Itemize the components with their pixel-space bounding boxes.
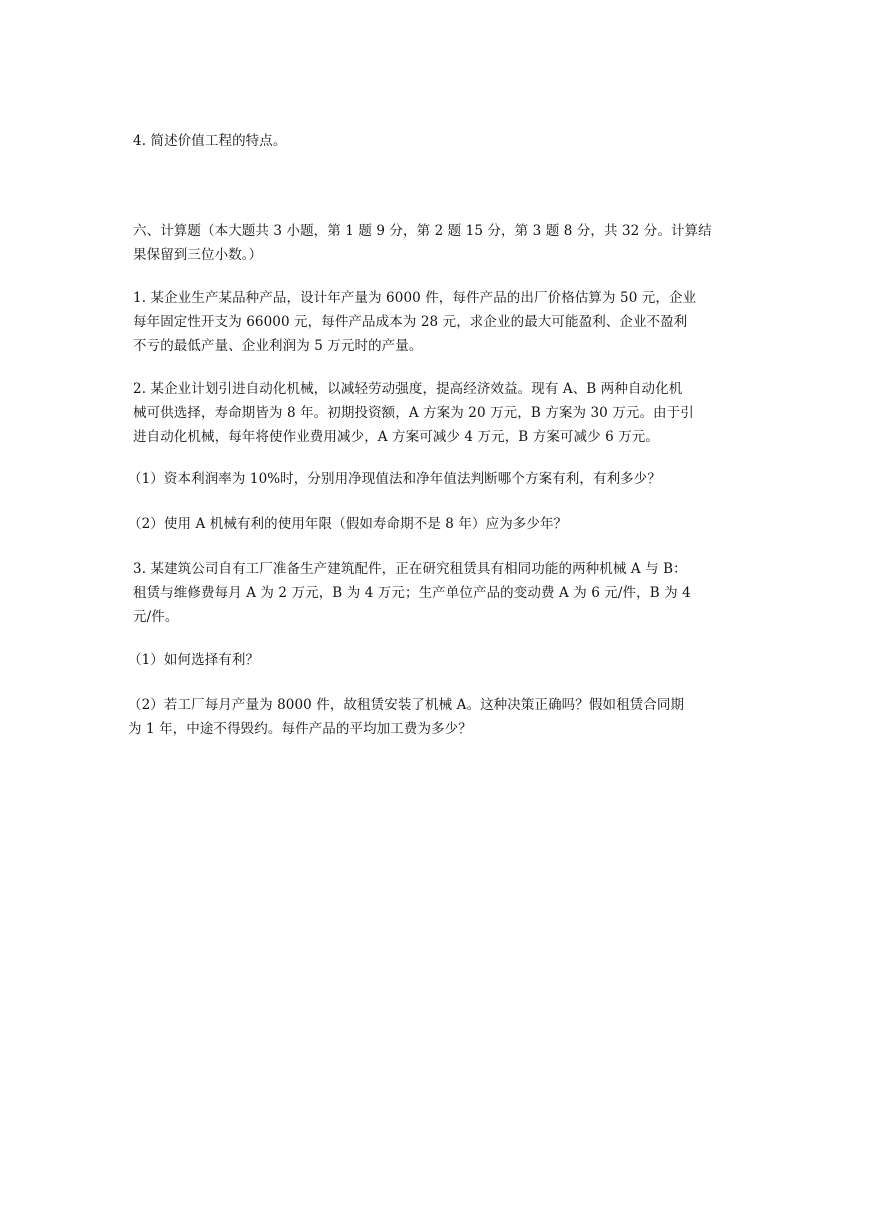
calc-3-line-1: 3. 某建筑公司自有工厂准备生产建筑配件，正在研究租赁具有相同功能的两种机械 A 与 B： xyxy=(133,561,687,577)
section-6-line-2: 果保留到三位小数。） xyxy=(133,247,263,263)
calc-1-line-3: 不亏的最低产量、企业利润为 5 万元时的产量。 xyxy=(133,338,423,354)
calc-3-subquestion-2 xyxy=(128,693,740,741)
calc-question-3 xyxy=(133,557,745,629)
section-6-line-1: 六、计算题（本大题共 3 小题，第 1 题 9 分，第 2 题 15 分，第 3 题 8 分，共 32 分。计算结 xyxy=(133,223,712,239)
calc-3-sub-2-line-1: （2）若工厂每月产量为 8000 件，故租赁安装了机械 A。这种决策正确吗？假如租赁合同期 xyxy=(128,697,685,713)
calc-2-sub-2-text: （2）使用 A 机械有利的使用年限（假如寿命期不是 8 年）应为多少年？ xyxy=(128,516,568,532)
calc-2-subquestion-2 xyxy=(128,512,740,536)
question-4-text: 4. 简述价值工程的特点。 xyxy=(133,133,287,149)
calc-3-subquestion-1 xyxy=(128,648,740,672)
calc-3-line-2: 租赁与维修费每月 A 为 2 万元，B 为 4 万元；生产单位产品的变动费 A 为 6 元/件，B 为 4 xyxy=(133,585,691,601)
calc-question-2 xyxy=(133,377,745,449)
calc-2-line-2: 械可供选择，寿命期皆为 8 年。初期投资额，A 方案为 20 万元，B 方案为 30 万元。由于引 xyxy=(133,405,694,421)
calc-2-line-3: 进自动化机械，每年将使作业费用减少，A 方案可减少 4 万元，B 方案可减少 6 万元。 xyxy=(133,429,659,445)
calc-2-sub-1-text: （1）资本利润率为 10%时，分别用净现值法和净年值法判断哪个方案有利，有利多少？ xyxy=(128,471,661,487)
calc-2-subquestion-1 xyxy=(128,467,740,491)
calc-3-sub-2-line-2: 为 1 年，中途不得毁约。每件产品的平均加工费为多少？ xyxy=(128,721,472,737)
calc-2-line-1: 2. 某企业计划引进自动化机械，以减轻劳动强度，提高经济效益。现有 A、B 两种自动化机 xyxy=(133,381,683,397)
section-6-heading xyxy=(133,219,745,267)
calc-3-line-3: 元/件。 xyxy=(133,609,179,625)
question-4-short-answer xyxy=(133,129,745,153)
calc-1-line-1: 1. 某企业生产某品种产品，设计年产量为 6000 件，每件产品的出厂价格估算为 50 元，企业 xyxy=(133,290,697,306)
calc-3-sub-1-text: （1）如何选择有利？ xyxy=(128,652,260,668)
calc-1-line-2: 每年固定性开支为 66000 元，每件产品成本为 28 元，求企业的最大可能盈利、企业不盈利 xyxy=(133,314,688,330)
calc-question-1 xyxy=(133,286,745,358)
